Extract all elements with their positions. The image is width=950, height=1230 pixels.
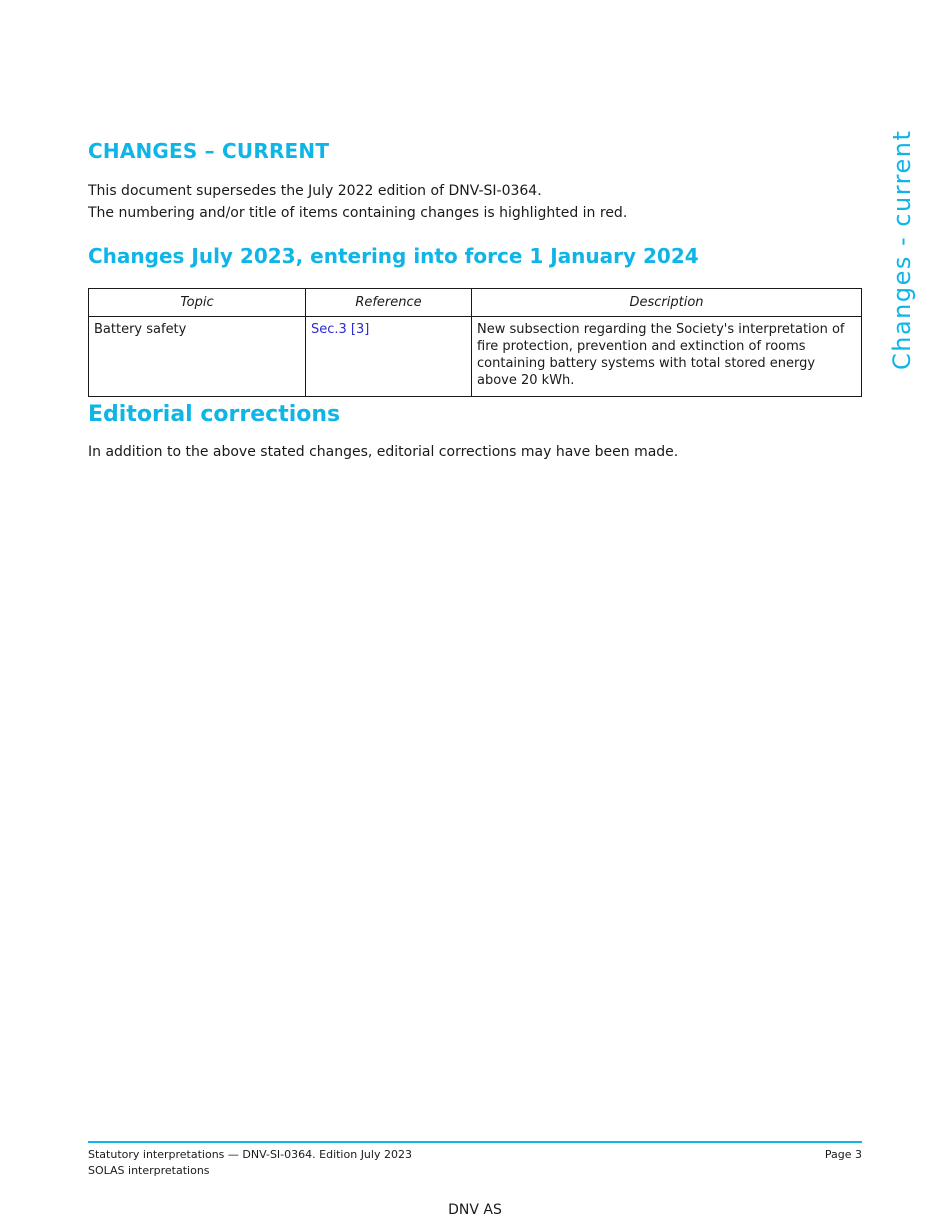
column-header-reference: Reference [306,289,472,317]
publisher-name: DNV AS [448,1202,502,1218]
page-heading: CHANGES – CURRENT [88,139,330,163]
changes-heading: Changes July 2023, entering into force 1 January 2024 [88,244,699,268]
intro-line: This document supersedes the July 2022 edition of DNV-SI-0364. [88,183,542,199]
reference-link[interactable]: Sec.3 [3] [311,322,370,337]
editorial-heading: Editorial corrections [88,402,341,427]
page-number: Page 3 [824,1148,862,1161]
editorial-text: In addition to the above stated changes, editorial corrections may have been made. [88,444,679,460]
footer-document-title: Statutory interpretations — DNV-SI-0364. Edition July 2023 [88,1148,412,1161]
column-header-topic: Topic [89,289,306,317]
changes-table [88,288,862,397]
footer-divider [88,1141,862,1143]
reference-cell [306,317,472,397]
topic-cell: Battery safety [89,317,306,397]
intro-line: The numbering and/or title of items containing changes is highlighted in red. [88,205,628,221]
intro-text [88,180,627,224]
footer-subtitle: SOLAS interpretations [88,1164,210,1177]
description-cell: New subsection regarding the Society's interpretation of fire protection, prevention and extinction of rooms containing battery systems with total stored energy above 20 kWh. [472,317,862,397]
footer-info [88,1147,412,1179]
table-header-row [89,289,862,317]
column-header-description: Description [472,289,862,317]
table-row [89,317,862,397]
side-tab-label: Changes - current [888,129,916,370]
